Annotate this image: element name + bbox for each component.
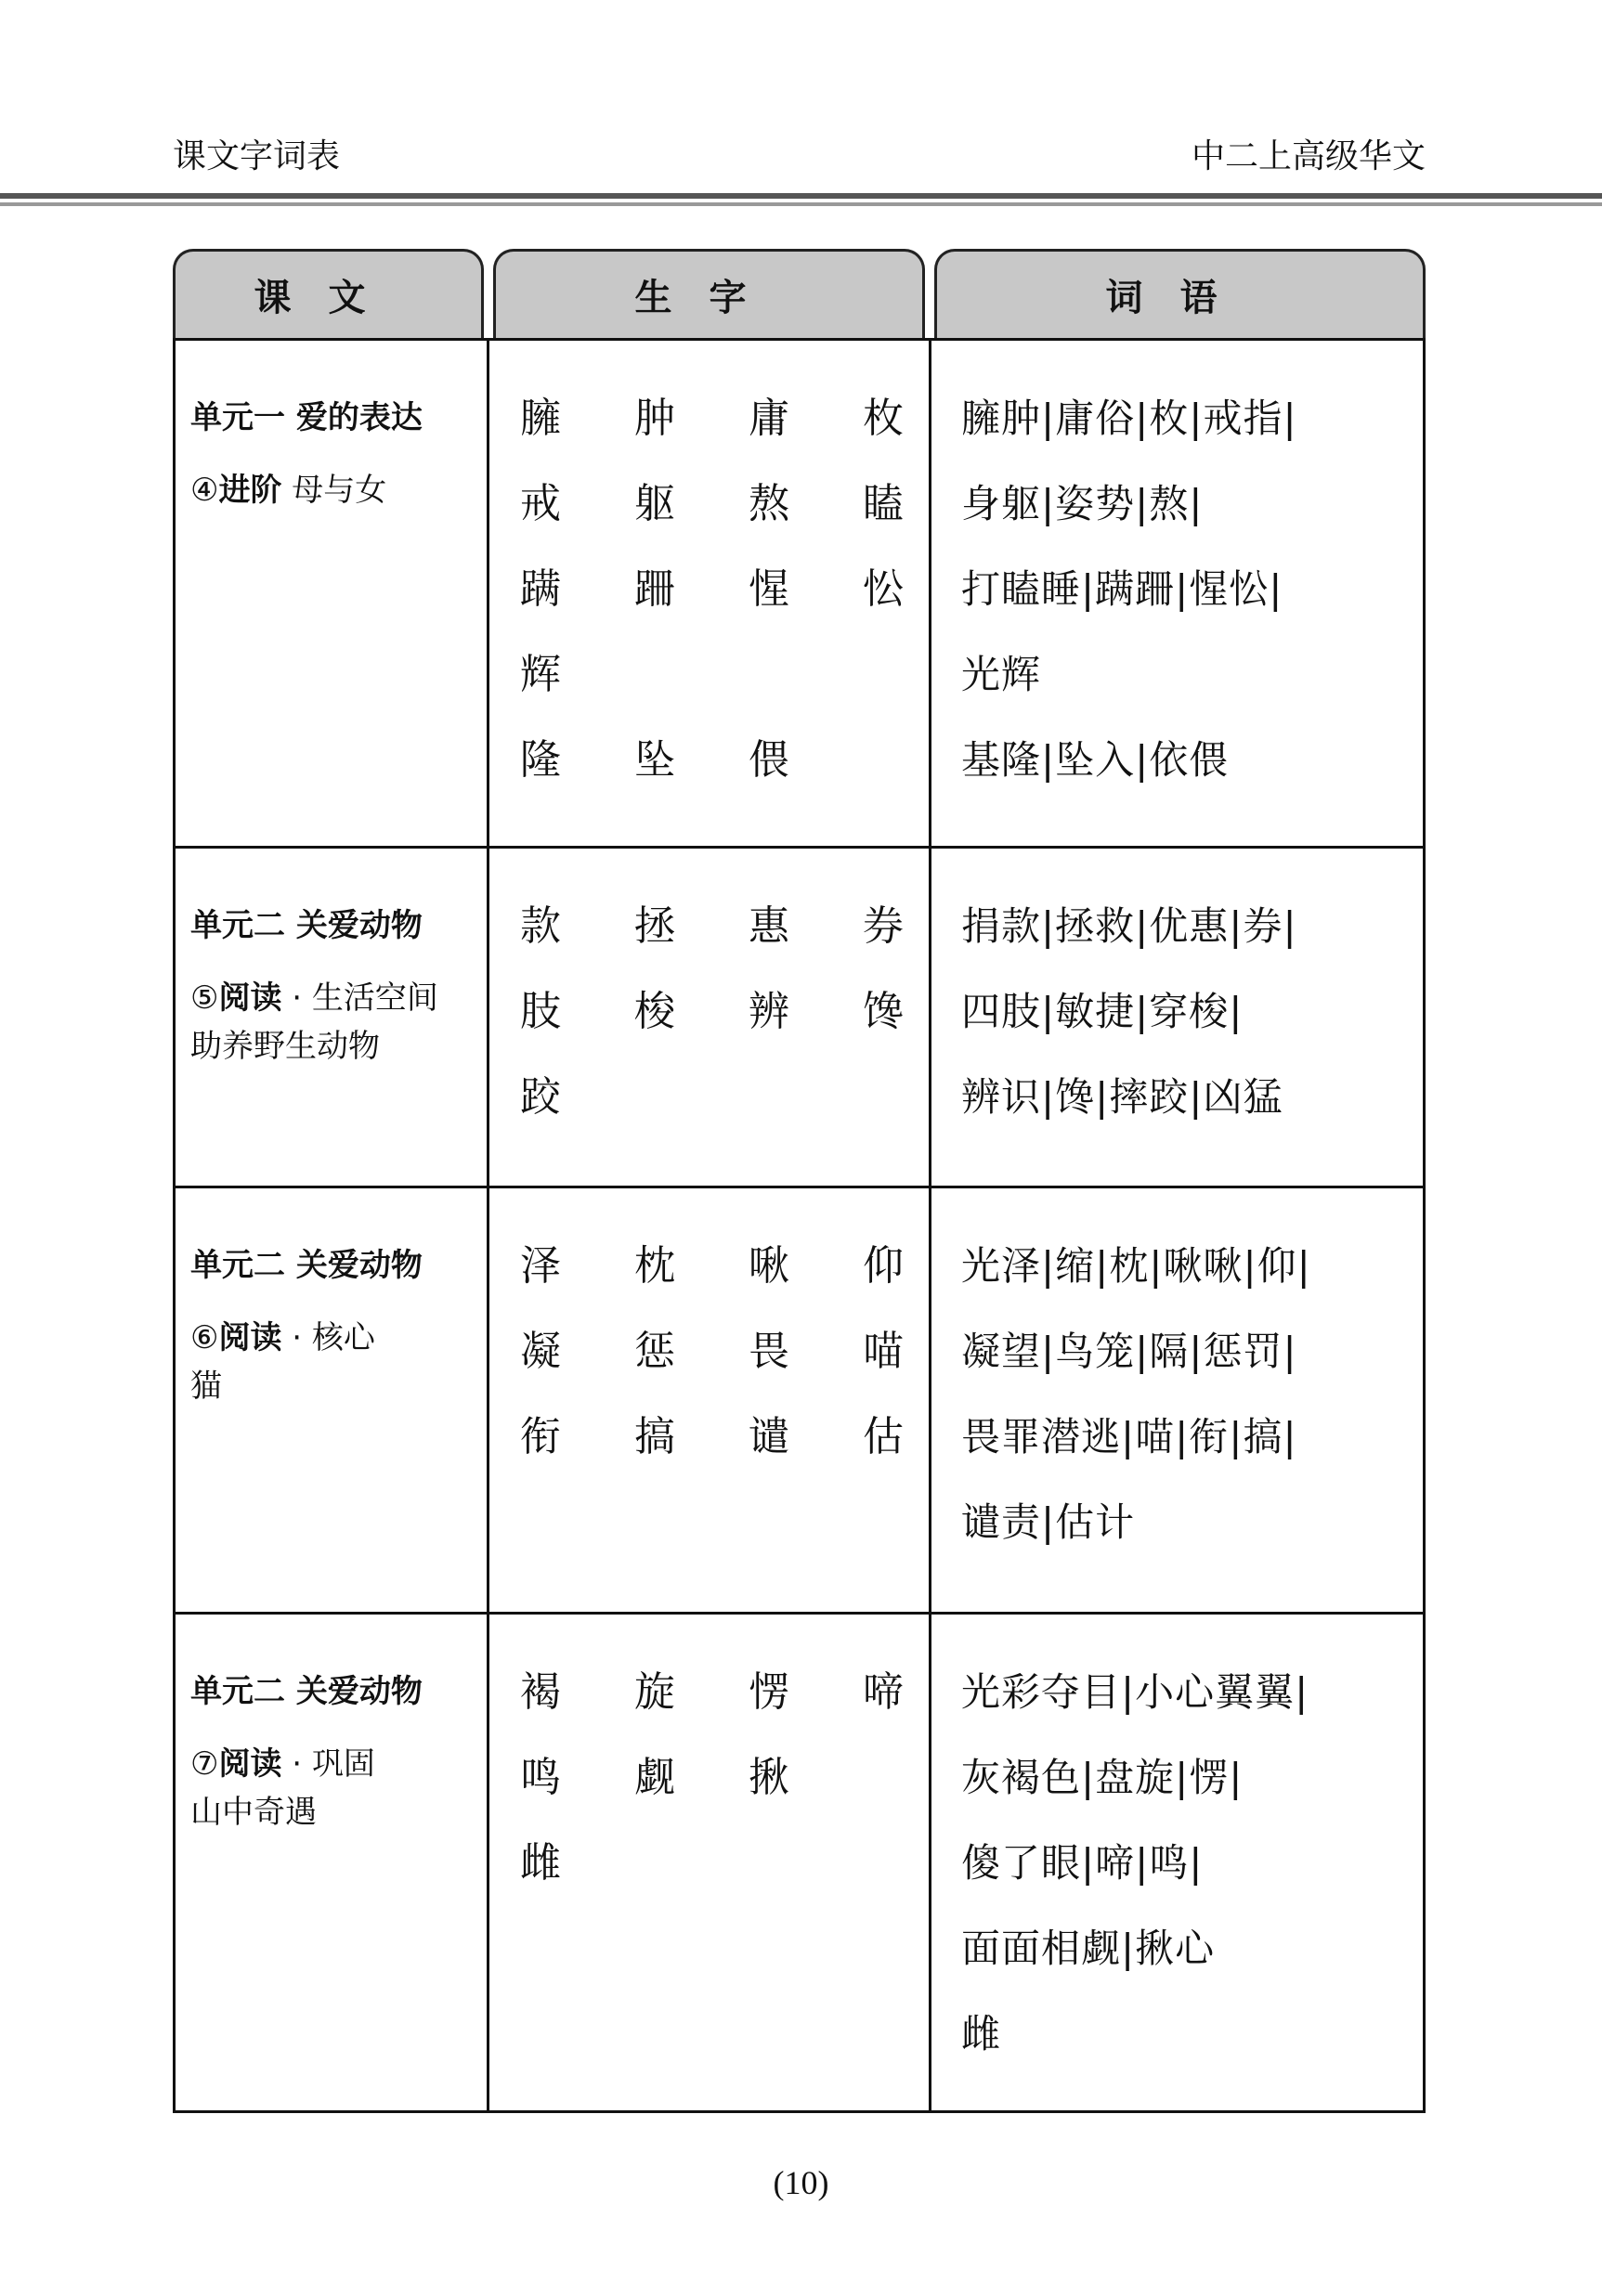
new-char: 凝 <box>520 1328 561 1375</box>
lesson-title: · 巩固 <box>292 1745 375 1783</box>
word-line: 谴责|估计 <box>961 1499 1136 1545</box>
new-char: 隆 <box>520 736 561 784</box>
lesson-title-cont: 助养野生动物 <box>190 1028 380 1065</box>
lesson-type: 进阶 <box>218 472 282 509</box>
words-cell <box>961 1650 1416 2077</box>
new-char: 枕 <box>634 1242 675 1290</box>
new-char: 跤 <box>520 1073 561 1121</box>
word-line: 光泽|缩|枕|啾啾|仰| <box>961 1243 1311 1289</box>
lesson-number: ⑥ <box>190 1319 219 1356</box>
word-line: 畏罪潜逃|喵|衔|搞| <box>961 1414 1297 1459</box>
new-char: 拯 <box>634 902 675 950</box>
new-char: 啼 <box>863 1668 904 1716</box>
new-char: 戒 <box>520 480 561 527</box>
new-char: 惠 <box>749 902 789 950</box>
words-cell <box>961 376 1416 803</box>
new-char: 款 <box>520 902 561 950</box>
header-rule-thin <box>0 202 1602 206</box>
unit-title: 单元二 关爱动物 <box>190 907 423 944</box>
new-char: 熬 <box>749 480 789 527</box>
new-char: 忪 <box>863 565 904 613</box>
new-chars-cell <box>520 376 977 803</box>
new-char: 偎 <box>749 736 789 784</box>
new-char: 肿 <box>634 395 675 442</box>
lesson-cell <box>190 1655 423 1836</box>
new-char: 搞 <box>634 1413 675 1460</box>
row-divider <box>173 1612 1426 1615</box>
new-char: 雌 <box>520 1839 561 1887</box>
page-number: (10) <box>773 2164 829 2201</box>
lesson-type: 阅读 <box>218 979 282 1017</box>
word-line: 辨识|馋|摔跤|凶猛 <box>961 1074 1283 1120</box>
new-char: 泽 <box>520 1242 561 1290</box>
new-char: 愣 <box>749 1668 789 1716</box>
column-header-words: 词语 <box>934 249 1426 338</box>
new-chars-cell <box>520 1650 977 1906</box>
new-char: 辨 <box>749 988 789 1035</box>
new-char: 鸣 <box>520 1754 561 1801</box>
new-char: 谴 <box>749 1413 789 1460</box>
lesson-type: 阅读 <box>218 1745 282 1783</box>
new-char: 揪 <box>749 1754 789 1801</box>
lesson-number: ④ <box>190 472 219 509</box>
new-char: 畏 <box>749 1328 789 1375</box>
new-char: 辉 <box>520 651 561 698</box>
row-divider <box>173 1186 1426 1188</box>
word-line: 光彩夺目|小心翼翼| <box>961 1669 1309 1715</box>
column-header-lesson: 课文 <box>173 249 484 338</box>
new-char: 梭 <box>634 988 675 1035</box>
new-char: 券 <box>863 902 904 950</box>
new-char: 觑 <box>634 1754 675 1801</box>
new-char: 庸 <box>749 395 789 442</box>
word-line: 光辉 <box>961 652 1042 697</box>
new-char: 旋 <box>634 1668 675 1716</box>
new-char: 肢 <box>520 988 561 1035</box>
new-char: 惺 <box>749 565 789 613</box>
lesson-title-cont: 山中奇遇 <box>190 1794 317 1831</box>
new-char: 臃 <box>520 395 561 442</box>
word-line: 打瞌睡|蹒跚|惺忪| <box>961 566 1283 612</box>
lesson-title: · 核心 <box>292 1319 375 1356</box>
word-line: 基隆|坠入|依偎 <box>961 737 1230 783</box>
word-line: 臃肿|庸俗|枚|戒指| <box>961 396 1297 441</box>
new-char: 坠 <box>634 736 675 784</box>
unit-title: 单元二 关爱动物 <box>190 1247 423 1284</box>
words-cell <box>961 884 1416 1140</box>
lesson-type: 阅读 <box>218 1319 282 1356</box>
new-char: 仰 <box>863 1242 904 1290</box>
new-char: 瞌 <box>863 480 904 527</box>
lesson-title-cont: 猫 <box>190 1368 222 1405</box>
column-divider <box>487 338 489 2113</box>
header-right-title: 中二上高级华文 <box>1191 137 1426 175</box>
word-line: 面面相觑|揪心 <box>961 1926 1216 1971</box>
word-line: 雌 <box>961 2011 1002 2056</box>
new-char: 喵 <box>863 1328 904 1375</box>
new-char: 褐 <box>520 1668 561 1716</box>
new-char: 跚 <box>634 565 675 613</box>
new-char: 惩 <box>634 1328 675 1375</box>
new-char: 躯 <box>634 480 675 527</box>
word-line: 凝望|鸟笼|隔|惩罚| <box>961 1329 1297 1374</box>
unit-title: 单元二 关爱动物 <box>190 1673 423 1710</box>
words-cell <box>961 1224 1416 1565</box>
word-line: 灰褐色|盘旋|愣| <box>961 1755 1244 1800</box>
new-char: 蹒 <box>520 565 561 613</box>
new-char: 馋 <box>863 988 904 1035</box>
header-rule <box>0 193 1602 199</box>
lesson-cell <box>190 382 423 526</box>
new-char: 啾 <box>749 1242 789 1290</box>
row-divider <box>173 846 1426 849</box>
new-char: 枚 <box>863 395 904 442</box>
lesson-title: 母与女 <box>292 472 387 509</box>
column-header-new-chars: 生字 <box>493 249 925 338</box>
unit-title: 单元一 爱的表达 <box>190 399 423 436</box>
new-chars-cell <box>520 884 977 1140</box>
lesson-number: ⑤ <box>190 979 219 1017</box>
word-line: 傻了眼|啼|鸣| <box>961 1840 1204 1886</box>
lesson-title: · 生活空间 <box>292 979 438 1017</box>
new-char: 估 <box>863 1413 904 1460</box>
new-chars-cell <box>520 1224 977 1480</box>
new-char: 衔 <box>520 1413 561 1460</box>
lesson-number: ⑦ <box>190 1745 219 1783</box>
header-left-title: 课文字词表 <box>173 137 341 175</box>
lesson-cell <box>190 1229 423 1409</box>
word-line: 身躯|姿势|熬| <box>961 481 1204 526</box>
word-line: 四肢|敏捷|穿梭| <box>961 989 1244 1034</box>
lesson-cell <box>190 889 438 1070</box>
word-line: 捐款|拯救|优惠|券| <box>961 903 1297 949</box>
